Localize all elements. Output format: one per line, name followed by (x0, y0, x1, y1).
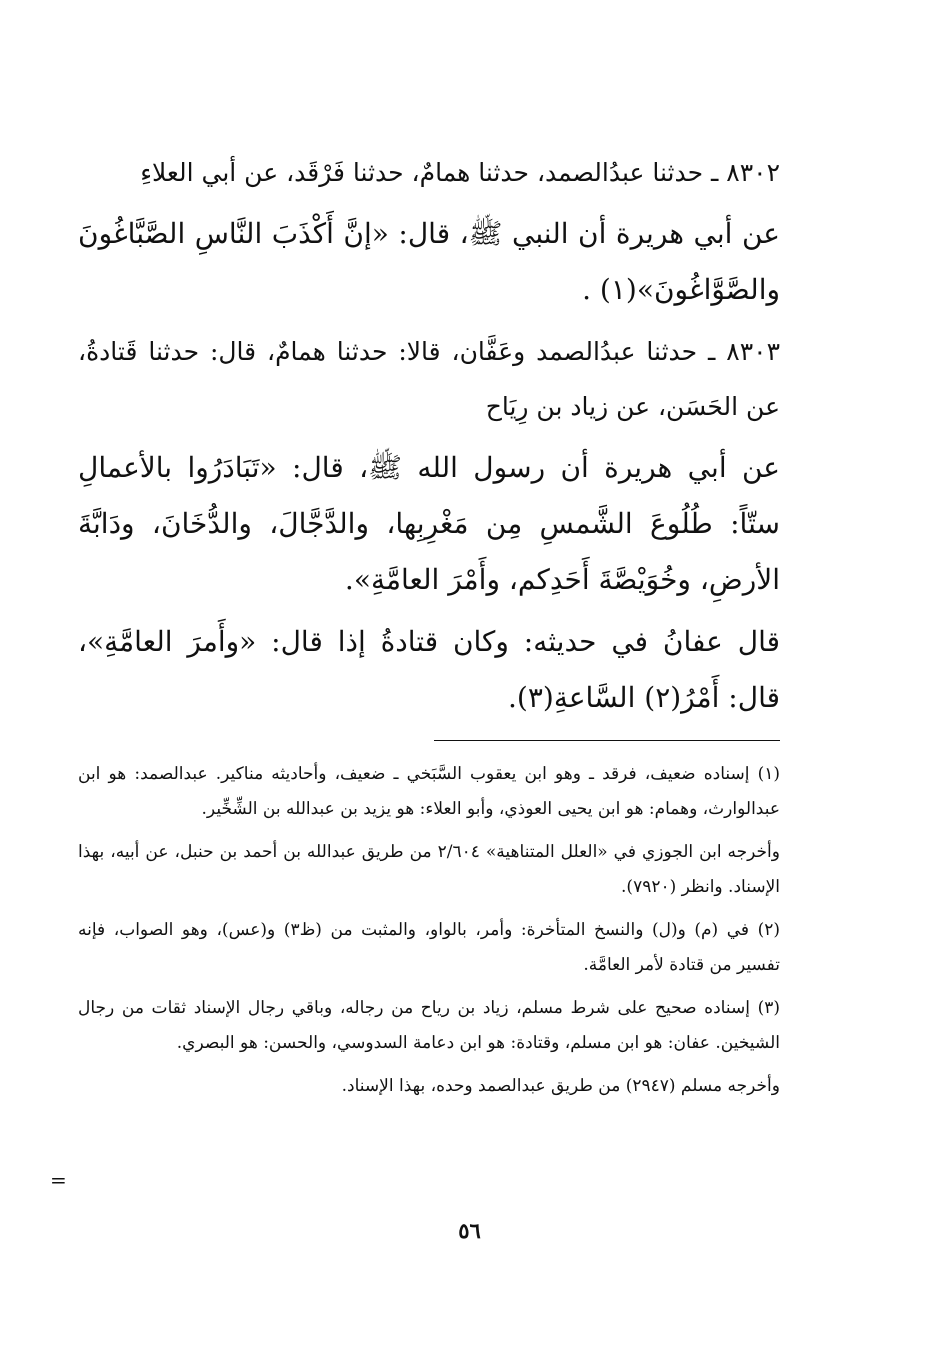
footnote-2: (٢) في (م) و(ل) والنسخ المتأخرة: وأمر، بالواو، والمثبت من (ظ٣) و(عس)، وهو الصواب، فإنه تفسير من قتادة لأمر العامَّة. (78, 920, 780, 975)
main-text (78, 145, 780, 726)
footnote-1: (١) إسناده ضعيف، فرقد ـ وهو ابن يعقوب السَّبَخي ـ ضعيف، وأحاديثه مناكير. عبدالصمد: هو ابن عبدالوارث، وهمام: هو ابن يحيى العوذي، وأبو العلاء: هو يزيد بن عبدالله بن الشِّخِّير. (78, 764, 780, 819)
footnote-1-continued: وأخرجه ابن الجوزي في «العلل المتناهية» ٢/٦٠٤ من طريق عبدالله بن أحمد بن حنبل، عن أبيه، بهذا الإسناد. وانظر (٧٩٢٠). (78, 842, 780, 897)
hadith-8302-matn: عن أبي هريرة أن النبي ﷺ، قال: «إنَّ أَكْذَبَ النَّاسِ الصَّبَّاغُونَ والصَّوَّاغُونَ»(١) . (78, 217, 780, 306)
hadith-8303-isnad: ٨٣٠٣ ـ حدثنا عبدُالصمد وعَفَّان، قالا: حدثنا همامٌ، قال: حدثنا قَتادةُ، عن الحَسَن، عن زياد بن رِيَاح (78, 337, 780, 421)
hadith-8303-matn: عن أبي هريرة أن رسول الله ﷺ، قال: «تَبَادَرُوا بالأعمالِ ستّاً: طُلُوعَ الشَّمسِ مِن مَغْرِبِها، والدَّجَّالَ، والدُّخَانَ، ودَابَّةَ الأرضِ، وخُوَيْصَّةَ أَحَدِكم، وأَمْرَ العامَّةِ». (78, 451, 780, 596)
continuation-mark: = (50, 1168, 67, 1192)
footnote-3-continued: وأخرجه مسلم (٢٩٤٧) من طريق عبدالصمد وحده، بهذا الإسناد. (341, 1076, 780, 1096)
hadith-8302-isnad: ٨٣٠٢ ـ حدثنا عبدُالصمد، حدثنا همامٌ، حدثنا فَرْقَد، عن أبي العلاءِ (140, 158, 780, 187)
hadith-8303-comment: قال عفانُ في حديثه: وكان قتادةُ إذا قال: «وأَمرَ العامَّةِ»، قال: أَمْرُ(٢) السَّاعةِ(٣). (78, 625, 780, 714)
footnote-3: (٣) إسناده صحيح على شرط مسلم، زياد بن رياح من رجاله، وباقي رجال الإسناد ثقات من رجال الشيخين. عفان: هو ابن مسلم، وقتادة: هو ابن دعامة السدوسي، والحسن: هو البصري. (78, 998, 780, 1053)
page-number: ٥٦ (458, 1218, 481, 1243)
book-page (78, 145, 780, 1112)
footnotes (78, 757, 780, 1104)
footnote-separator (434, 740, 780, 741)
